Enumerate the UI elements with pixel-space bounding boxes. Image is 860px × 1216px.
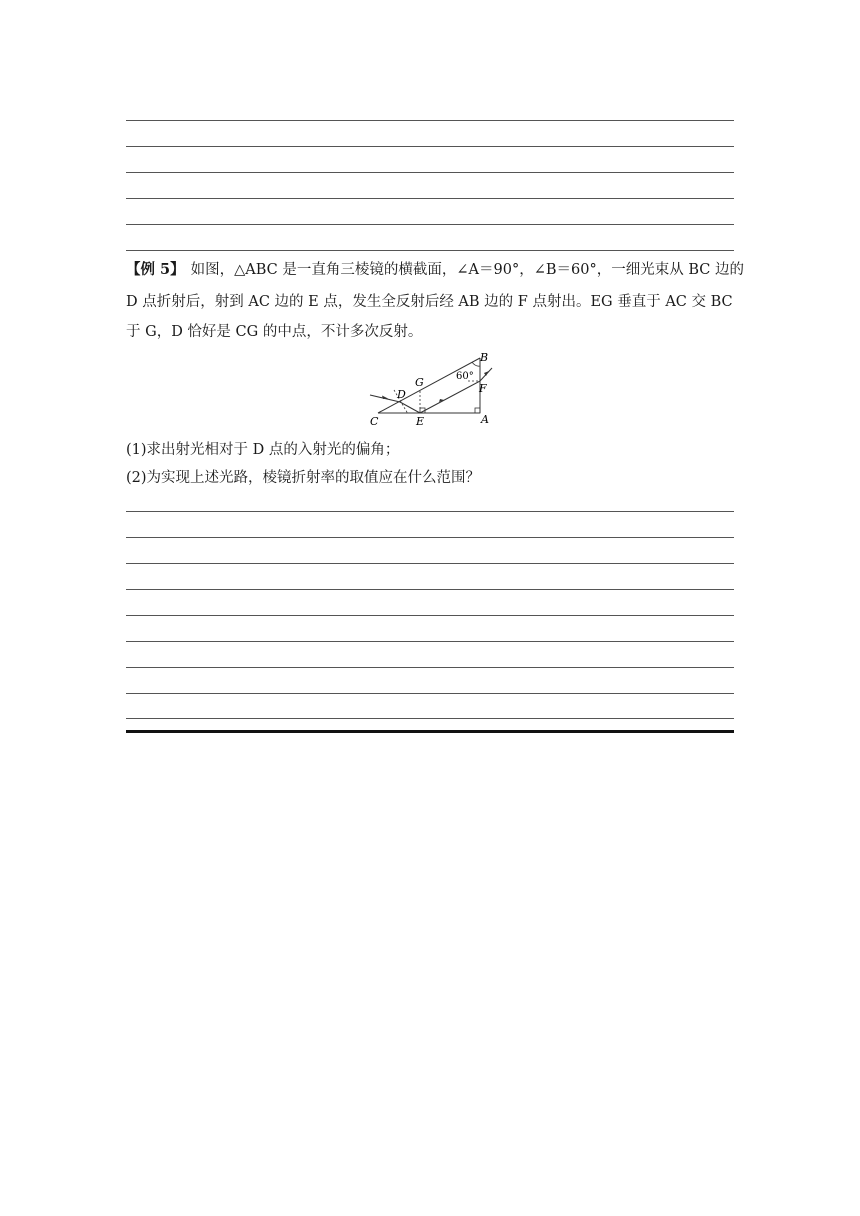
answer-line bbox=[126, 667, 734, 668]
answer-line bbox=[126, 250, 734, 251]
answer-line bbox=[126, 224, 734, 225]
answer-line bbox=[126, 641, 734, 642]
problem-text: 如图，△ABC 是一直角三棱镜的横截面，∠A＝90°，∠B＝60°，一细光束从 BC 边的 bbox=[190, 262, 744, 278]
ray-de bbox=[400, 402, 420, 413]
edge-bc bbox=[378, 358, 480, 413]
answer-line bbox=[126, 537, 734, 538]
problem-line-1 bbox=[126, 260, 744, 280]
angle-label: 60° bbox=[456, 371, 474, 382]
example-label: 【例 5】 bbox=[126, 261, 185, 278]
problem-text: D 点折射后，射到 AC 边的 E 点，发生全反射后经 AB 边的 F 点射出。EG 垂直于 AC 交 BC bbox=[126, 294, 733, 310]
label-a: A bbox=[481, 413, 489, 426]
question-2 bbox=[126, 468, 734, 488]
answer-line bbox=[126, 198, 734, 199]
label-d: D bbox=[397, 388, 406, 401]
prism-diagram bbox=[368, 350, 498, 428]
problem-text: 于 G，D 恰好是 CG 的中点，不计多次反射。 bbox=[126, 324, 423, 340]
right-angle-a bbox=[475, 408, 480, 413]
answer-line bbox=[126, 172, 734, 173]
question-1 bbox=[126, 440, 734, 460]
answer-line bbox=[126, 718, 734, 719]
label-g: G bbox=[415, 376, 424, 389]
answer-line bbox=[126, 615, 734, 616]
arrow-head bbox=[382, 396, 388, 400]
label-e: E bbox=[416, 415, 425, 428]
answer-line bbox=[126, 511, 734, 512]
question-text: (2)为实现上述光路，棱镜折射率的取值应在什么范围？ bbox=[126, 470, 481, 486]
label-c: C bbox=[370, 415, 379, 428]
answer-line bbox=[126, 693, 734, 694]
answer-line bbox=[126, 120, 734, 121]
problem-line-2 bbox=[126, 292, 734, 312]
answer-line bbox=[126, 589, 734, 590]
answer-line bbox=[126, 146, 734, 147]
angle-arc-b bbox=[472, 362, 480, 366]
label-b: B bbox=[480, 351, 489, 364]
question-text: (1)求出射光相对于 D 点的入射光的偏角； bbox=[126, 442, 400, 458]
label-f: F bbox=[479, 382, 487, 395]
section-end-rule bbox=[126, 730, 734, 733]
answer-line bbox=[126, 563, 734, 564]
problem-line-3 bbox=[126, 322, 734, 342]
